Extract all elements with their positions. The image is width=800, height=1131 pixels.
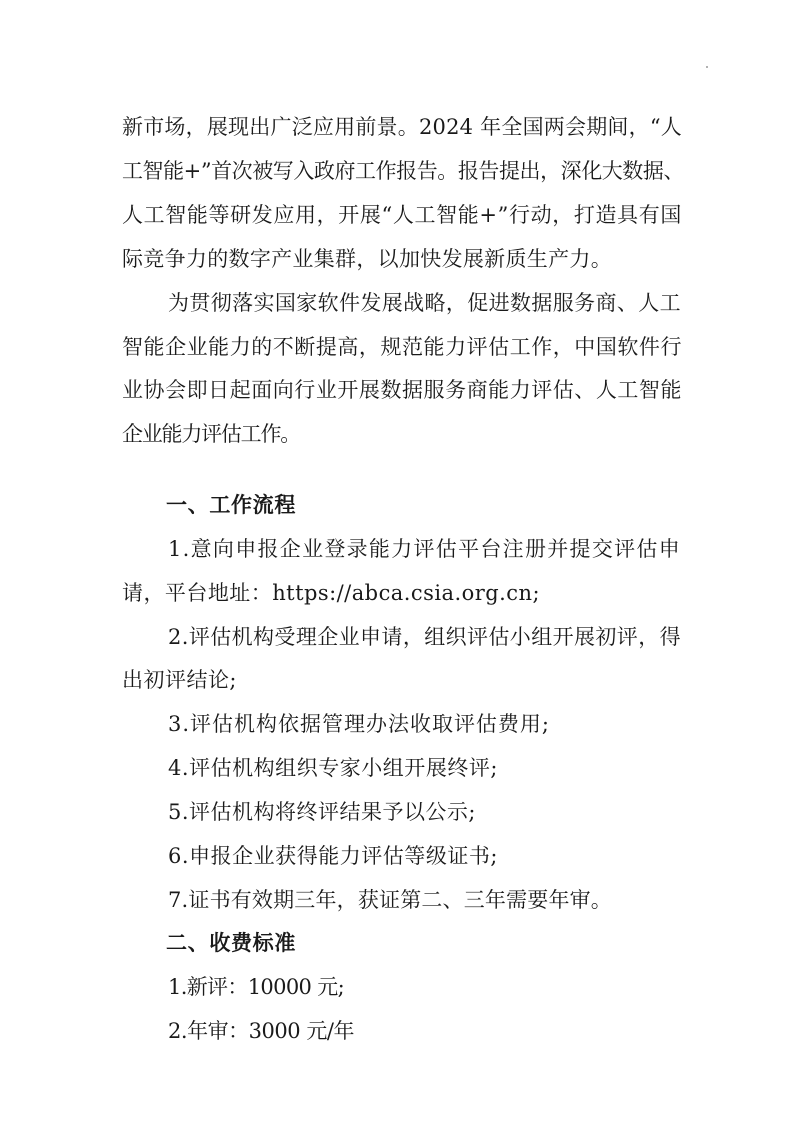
scan-speck [706,66,708,68]
document-page: 新市场，展现出广泛应用前景。2024 年全国两会期间，“人 工智能+”首次被写入政府工作报告。报告提出，深化大数据、 人工智能等研发应用，开展“人工智能+”行动，打造具有国 际竞争力的数字产业集群，以加快发展新质生产力。 为贯彻落实国家软件发展战略，促进数据服务商、人工 智能企业能力的不断提高，规范能力评估工作，中国软件行 业协会即日起面向行业开展数据服务商能力评估、人工智能 企业能力评估工作。 一、工作流程 1.意向申报企业登录能力评估平台注册并提交评估申 请，平台地址：https://abca.csia.org.cn; 2.评估机构受理企业申请，组织评估小组开展初评，得 出初评结论; 3.评估机构依据管理办法收取评估费用; 4.评估机构组织专家小组开展终评; 5.评估机构将终评结果予以公示; 6.申报企业获得能力评估等级证书; 7.证书有效期三年，获证第二、三年需要年审。 二、收费标准 1.新评：10000 元; 2.年审：3000 元/年 [0,0,800,1131]
